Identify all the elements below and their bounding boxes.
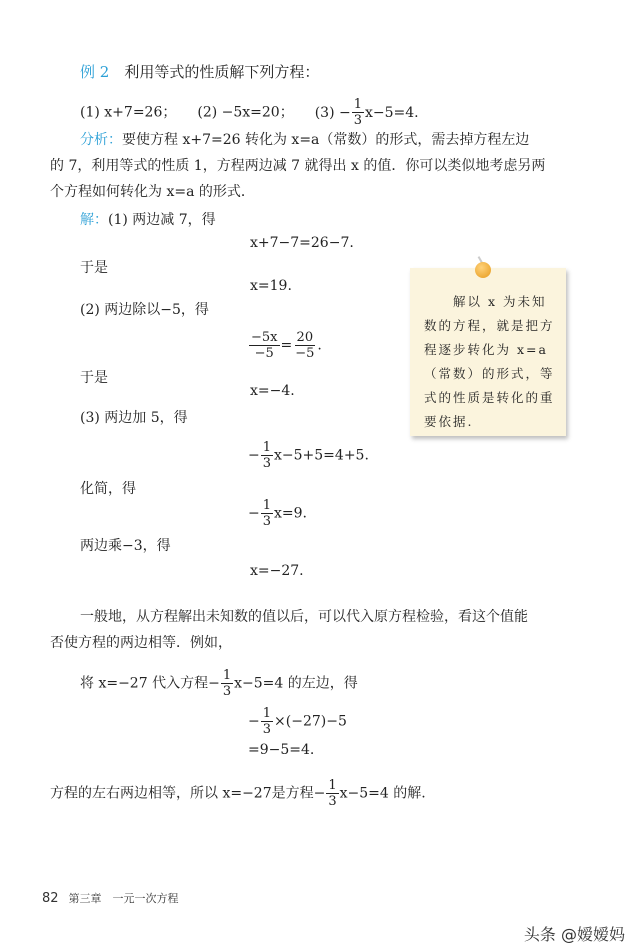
watermark: 头条 @嫒嫒妈: [523, 925, 625, 944]
solution-step-3: (3) 两边加 5，得: [80, 410, 188, 426]
calculation: − $\frac{1}{3}$ ×(−27)−5: [248, 706, 347, 737]
conclusion: 方程的左右两边相等，所以 x=−27是方程− $\frac{1}{3}$ x−5=4 的解.: [50, 778, 426, 809]
problem-3: (3) − $\frac{1}{3}$ x−5=4.: [314, 97, 419, 128]
calculation-result: =9−5=4.: [248, 742, 315, 758]
check-line-3: 将 x=−27 代入方程− $\frac{1}{3}$ x−5=4 的左边，得: [80, 668, 358, 699]
check-line-2: 否使方程的两边相等．例如，: [50, 635, 232, 651]
pin-icon: [475, 262, 491, 278]
equation: x+7−7=26−7.: [250, 235, 354, 251]
solution-step-1: 解：(1) 两边减 7，得: [80, 212, 216, 228]
equation: − $\frac{1}{3}$ x=9.: [248, 498, 307, 529]
equation: − $\frac{1}{3}$ x−5+5=4+5.: [248, 440, 369, 471]
problems: [80, 97, 419, 128]
example-heading: [80, 62, 319, 82]
page-number: 82: [42, 891, 59, 906]
solution-step-2: (2) 两边除以−5，得: [80, 302, 209, 318]
chapter-title: 第三章 一元一次方程: [68, 892, 179, 905]
example-label: 例 2: [80, 63, 110, 81]
note-text: 解以 x 为未知数的方程，就是把方程逐步转化为 x=a（常数）的形式，等式的性质是转化的重要依据.: [424, 294, 555, 429]
equation: x=−27.: [250, 563, 304, 579]
equation: x=19.: [250, 278, 292, 294]
example-title: 利用等式的性质解下列方程：: [124, 63, 320, 81]
equation: $\frac{-5x}{-5}$ = $\frac{20}{-5}$ .: [251, 330, 322, 361]
analysis-line-3: 个方程如何转化为 x=a 的形式．: [50, 184, 255, 200]
analysis-line-1: 分析：要使方程 x+7=26 转化为 x=a（常数）的形式，需去掉方程左边: [80, 132, 530, 148]
text: 化简，得: [80, 481, 136, 497]
page-footer: [42, 890, 179, 906]
text: 于是: [80, 370, 108, 386]
equation: x=−4.: [250, 383, 295, 399]
problem-2: (2) −5x=20；: [197, 104, 287, 121]
text: 两边乘−3，得: [80, 538, 171, 554]
text: 于是: [80, 260, 108, 276]
check-line-1: 一般地，从方程解出未知数的值以后，可以代入原方程检验，看这个值能: [80, 609, 528, 625]
analysis-line-2: 的 7，利用等式的性质 1，方程两边减 7 就得出 x 的值．你可以类似地考虑另两: [50, 158, 546, 174]
sticky-note: [410, 268, 566, 436]
problem-1: (1) x+7=26；: [80, 104, 170, 121]
